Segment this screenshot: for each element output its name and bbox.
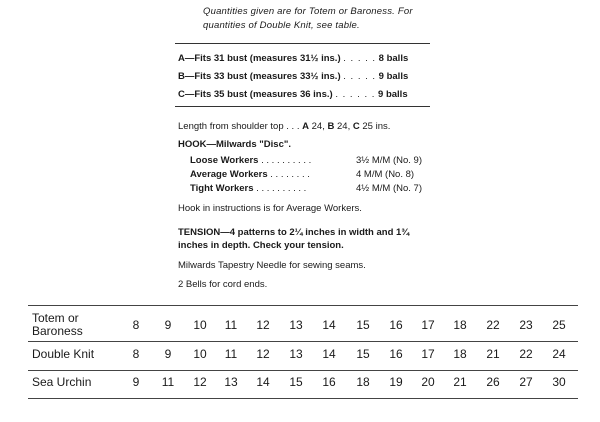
size-row-b — [178, 71, 408, 83]
tension-label: TENSION — [178, 227, 221, 238]
table-cell: 23 — [519, 318, 533, 332]
table-cell: 12 — [193, 375, 207, 389]
table-cell: 14 — [322, 347, 336, 361]
table-cell: 16 — [389, 318, 403, 332]
table-cell: 9 — [164, 347, 172, 361]
table-cell: 18 — [453, 318, 467, 332]
length-b-label: B — [327, 121, 335, 132]
needle-note: Milwards Tapestry Needle for sewing seams. — [178, 260, 366, 271]
length-a-value: 24, — [311, 121, 325, 132]
table-cell: 9 — [164, 318, 172, 332]
size-dots: . . . . . — [343, 71, 377, 82]
table-cell: 22 — [519, 347, 533, 361]
length-line — [178, 121, 390, 133]
table-cell: 24 — [552, 347, 566, 361]
table-cell: 17 — [421, 318, 435, 332]
table-cell: 8 — [132, 347, 140, 361]
size-dots: . . . . . — [343, 53, 377, 64]
table-cell: 10 — [193, 347, 207, 361]
hook-label: Loose Workers — [190, 155, 259, 166]
table-cell: 30 — [552, 375, 566, 389]
table-cell: 11 — [161, 375, 175, 389]
size-text: C—Fits 35 bust (measures 36 ins.) — [178, 89, 333, 100]
hook-value: 4 M/M (No. 8) — [356, 169, 415, 180]
table-cell: 16 — [322, 375, 336, 389]
size-qty: 9 balls — [378, 71, 409, 82]
row-label-line-1: Totem or — [32, 311, 79, 325]
size-qty: 8 balls — [378, 53, 409, 64]
table-row-sea-urchin — [0, 376, 600, 394]
hook-dots: . . . . . . . . . . — [261, 155, 312, 166]
table-cell: 17 — [421, 347, 435, 361]
length-c-value: 25 ins. — [362, 121, 391, 132]
row-label-line-2: Baroness — [32, 324, 83, 338]
table-cell: 14 — [256, 375, 270, 389]
table-cell: 15 — [356, 347, 370, 361]
table-cell: 19 — [389, 375, 403, 389]
hook-value: 4½ M/M (No. 7) — [356, 183, 422, 194]
length-prefix: Length from shoulder top . . . — [178, 121, 300, 132]
tension-line-2: inches in depth. Check your tension. — [178, 240, 344, 251]
table-cell: 15 — [356, 318, 370, 332]
table-line-top — [28, 305, 578, 306]
tension-text-1: —4 patterns to 2¼ inches in width and 1¾ — [220, 227, 410, 238]
table-cell: 14 — [322, 318, 336, 332]
table-cell: 25 — [552, 318, 566, 332]
tension-line-1 — [178, 227, 409, 239]
table-row-double-knit — [0, 348, 600, 366]
table-cell: 11 — [224, 347, 238, 361]
hook-dots: . . . . . . . . . . — [256, 183, 307, 194]
table-cell: 13 — [289, 318, 303, 332]
table-cell: 12 — [256, 318, 270, 332]
hook-dots: . . . . . . . . — [270, 169, 310, 180]
hook-row-tight — [190, 183, 422, 195]
table-cell: 26 — [486, 375, 500, 389]
table-cell: 12 — [256, 347, 270, 361]
table-line-bottom — [28, 398, 578, 399]
table-cell: 27 — [519, 375, 533, 389]
size-text: A—Fits 31 bust (measures 31½ ins.) — [178, 53, 341, 64]
table-cell: 8 — [132, 318, 140, 332]
intro-line-1: Quantities given are for Totem or Baroness. For — [203, 6, 413, 17]
divider-top — [175, 43, 430, 44]
divider-bottom — [175, 106, 430, 107]
table-cell: 10 — [193, 318, 207, 332]
table-cell: 9 — [132, 375, 140, 389]
size-row-c — [178, 89, 408, 101]
table-cell: 22 — [486, 318, 500, 332]
hook-row-loose — [190, 155, 422, 167]
table-line-mid-2 — [28, 370, 578, 371]
table-line-mid-1 — [28, 341, 578, 342]
intro-note — [203, 5, 463, 33]
table-cell: 15 — [289, 375, 303, 389]
table-cell: 13 — [224, 375, 238, 389]
table-cell: 18 — [356, 375, 370, 389]
hook-note: Hook in instructions is for Average Workers. — [178, 203, 362, 214]
table-cell: 16 — [389, 347, 403, 361]
table-cell: 18 — [453, 347, 467, 361]
table-cell: 20 — [421, 375, 435, 389]
hook-row-average — [190, 169, 415, 181]
size-qty: 9 balls — [378, 89, 408, 100]
table-cell: 21 — [453, 375, 467, 389]
length-a-label: A — [302, 121, 309, 132]
bells-note: 2 Bells for cord ends. — [178, 279, 268, 290]
size-dots: . . . . . . — [335, 89, 376, 100]
hook-label: Tight Workers — [190, 183, 254, 194]
hook-title: HOOK—Milwards "Disc". — [178, 139, 292, 150]
intro-line-2: quantities of Double Knit, see table. — [203, 20, 360, 31]
table-cell: 21 — [486, 347, 500, 361]
table-row-totem — [0, 312, 600, 342]
length-b-value: 24, — [337, 121, 351, 132]
size-row-a — [178, 53, 408, 65]
length-c-label: C — [352, 121, 360, 132]
size-text: B—Fits 33 bust (measures 33½ ins.) — [178, 71, 341, 82]
row-label: Sea Urchin — [32, 375, 92, 389]
hook-label: Average Workers — [190, 169, 268, 180]
hook-value: 3½ M/M (No. 9) — [356, 155, 422, 166]
row-label: Double Knit — [32, 347, 95, 361]
table-cell: 11 — [224, 318, 238, 332]
table-cell: 13 — [289, 347, 303, 361]
